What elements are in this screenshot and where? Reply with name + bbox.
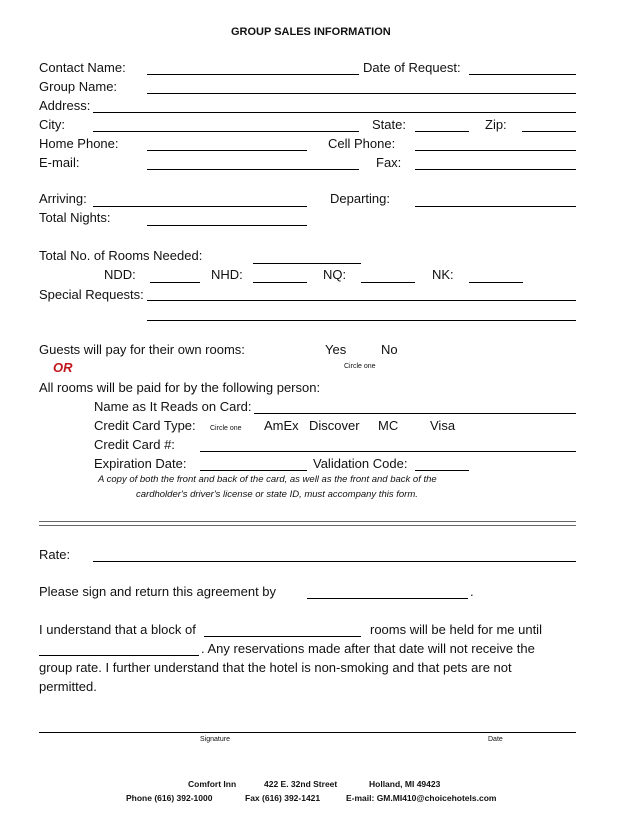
address-field[interactable] <box>93 112 576 113</box>
signature-line[interactable] <box>39 732 576 733</box>
footer-email: E-mail: GM.MI410@choicehotels.com <box>346 793 497 803</box>
sign-return-period: . <box>470 584 474 599</box>
fax-field[interactable] <box>415 169 576 170</box>
footer-city: Holland, MI 49423 <box>369 779 441 789</box>
fax-label: Fax: <box>376 155 402 170</box>
room-block-field[interactable] <box>204 636 361 637</box>
contact-name-label: Contact Name: <box>39 60 126 75</box>
sign-return-label: Please sign and return this agreement by <box>39 584 277 599</box>
card-type-label: Credit Card Type: <box>94 418 196 433</box>
expiration-label: Expiration Date: <box>94 456 187 471</box>
card-number-label: Credit Card #: <box>94 437 175 452</box>
city-label: City: <box>39 117 65 132</box>
nhd-label: NHD: <box>211 267 243 282</box>
card-copy-note-1: A copy of both the front and back of the card, as well as the front and back of the <box>98 474 437 485</box>
group-name-label: Group Name: <box>39 79 118 94</box>
rate-label: Rate: <box>39 547 71 562</box>
cutoff-date-field[interactable] <box>39 655 199 656</box>
special-requests-field-2[interactable] <box>147 320 576 321</box>
name-on-card-field[interactable] <box>254 413 576 414</box>
cell-phone-field[interactable] <box>415 150 576 151</box>
date-caption: Date <box>488 736 503 743</box>
total-rooms-label: Total No. of Rooms Needed: <box>39 248 203 263</box>
card-type-circle-hint: Circle one <box>210 425 242 432</box>
home-phone-field[interactable] <box>147 150 307 151</box>
section-divider <box>39 521 576 526</box>
visa-option[interactable]: Visa <box>430 418 456 433</box>
rate-field[interactable] <box>93 561 576 562</box>
state-field[interactable] <box>415 131 469 132</box>
total-rooms-field[interactable] <box>253 263 361 264</box>
special-requests-label: Special Requests: <box>39 287 144 302</box>
total-nights-field[interactable] <box>147 225 307 226</box>
zip-field[interactable] <box>522 131 576 132</box>
mc-option[interactable]: MC <box>378 418 399 433</box>
discover-option[interactable]: Discover <box>309 418 360 433</box>
form-title: GROUP SALES INFORMATION <box>231 26 391 38</box>
card-number-field[interactable] <box>200 451 576 452</box>
contact-name-field[interactable] <box>147 74 359 75</box>
ndd-label: NDD: <box>104 267 136 282</box>
card-copy-note-2: cardholder's driver's license or state ID, must accompany this form. <box>136 489 418 500</box>
or-separator: OR <box>53 360 73 375</box>
cell-phone-label: Cell Phone: <box>328 136 396 151</box>
zip-label: Zip: <box>485 117 507 132</box>
home-phone-label: Home Phone: <box>39 136 119 151</box>
group-name-field[interactable] <box>147 93 576 94</box>
departing-label: Departing: <box>330 191 390 206</box>
guests-pay-label: Guests will pay for their own rooms: <box>39 342 245 357</box>
date-of-request-label: Date of Request: <box>363 60 461 75</box>
nq-field[interactable] <box>361 282 415 283</box>
expiration-field[interactable] <box>200 470 307 471</box>
departing-field[interactable] <box>415 206 576 207</box>
nhd-field[interactable] <box>253 282 307 283</box>
state-label: State: <box>372 117 406 132</box>
email-label: E-mail: <box>39 155 80 170</box>
agreement-line-2: . Any reservations made after that date will not receive the <box>201 641 535 656</box>
footer-phone: Phone (616) 392-1000 <box>126 793 213 803</box>
validation-field[interactable] <box>415 470 469 471</box>
amex-option[interactable]: AmEx <box>264 418 299 433</box>
validation-label: Validation Code: <box>313 456 408 471</box>
signature-caption: Signature <box>200 736 230 743</box>
nk-field[interactable] <box>469 282 523 283</box>
agreement-line-3: group rate. I further understand that the hotel is non-smoking and that pets are not <box>39 660 512 675</box>
block-text-mid: rooms will be held for me until <box>370 622 542 637</box>
block-text-start: I understand that a block of <box>39 622 196 637</box>
date-of-request-field[interactable] <box>469 74 576 75</box>
sign-return-date-field[interactable] <box>307 598 468 599</box>
nk-label: NK: <box>432 267 454 282</box>
ndd-field[interactable] <box>150 282 200 283</box>
footer-fax: Fax (616) 392-1421 <box>245 793 321 803</box>
footer-street: 422 E. 32nd Street <box>264 779 338 789</box>
name-on-card-label: Name as It Reads on Card: <box>94 399 252 414</box>
all-rooms-label: All rooms will be paid for by the following person: <box>39 380 321 395</box>
footer-hotel-name: Comfort Inn <box>188 779 237 789</box>
address-label: Address: <box>39 98 91 113</box>
special-requests-field-1[interactable] <box>147 300 576 301</box>
arriving-field[interactable] <box>93 206 307 207</box>
yes-option[interactable]: Yes <box>325 342 347 357</box>
email-field[interactable] <box>147 169 359 170</box>
city-field[interactable] <box>93 131 359 132</box>
agreement-line-4: permitted. <box>39 679 97 694</box>
no-option[interactable]: No <box>381 342 398 357</box>
circle-one-hint: Circle one <box>344 363 376 370</box>
nq-label: NQ: <box>323 267 347 282</box>
total-nights-label: Total Nights: <box>39 210 111 225</box>
arriving-label: Arriving: <box>39 191 87 206</box>
